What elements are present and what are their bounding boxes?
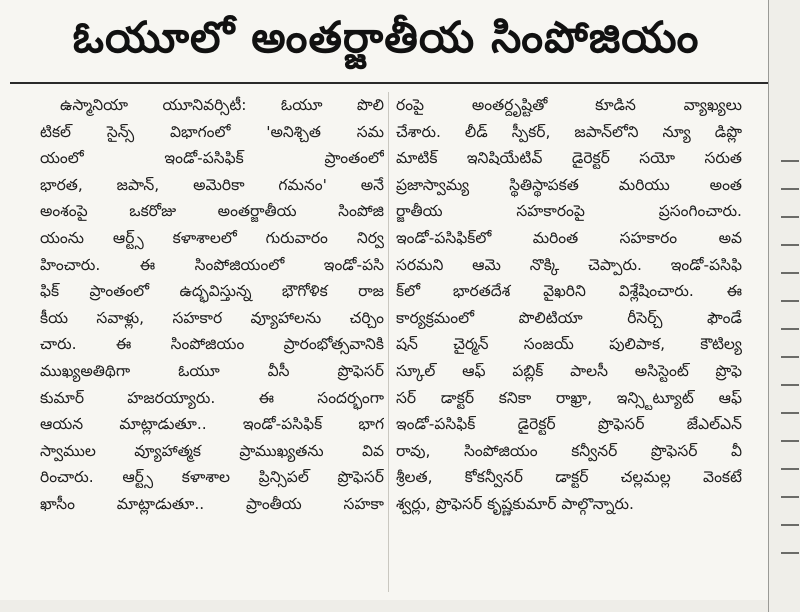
text-line: హించారు. ఈ సింపోజియంలో ఇండో-పసి <box>40 255 384 274</box>
text-line: స్వాముల వ్యూహాత్మక ప్రాముఖ్యతను వివ <box>40 441 384 460</box>
headline-rule <box>10 82 772 84</box>
edge-text-fragment <box>781 244 799 246</box>
edge-text-fragment <box>781 468 799 470</box>
edge-text-fragment <box>781 384 799 386</box>
text-line: ప్రజాస్వామ్య స్థితిస్థాపకత మరియు అంత <box>396 175 742 194</box>
text-line: కుమార్ హజరయ్యారు. ఈ సందర్భంగా <box>40 388 384 407</box>
edge-text-fragment <box>781 328 799 330</box>
text-line: అంశంపై ఒకరోజు అంతర్జాతీయ సింపోజి <box>40 202 384 221</box>
text-line: ఉస్మానియా యూనివర్సిటీ: ఓయూ పొలి <box>60 96 384 114</box>
edge-text-fragment <box>781 216 799 218</box>
edge-text-fragment <box>781 188 799 190</box>
article-column-right <box>396 92 742 602</box>
edge-text-fragment <box>781 524 799 526</box>
text-line: శ్వర్లు, ప్రొఫెసర్ కృష్ణకుమార్ పాల్గొన్నారు. <box>396 494 634 513</box>
text-line: సర్ డాక్టర్ కనికా రాఖ్రా, ఇన్స్టిట్యూట్ ఆఫ్ <box>396 388 742 407</box>
text-line: భారత, జపాన్, అమెరికా గమనం' అనే <box>40 175 384 194</box>
edge-text-fragment <box>781 356 799 358</box>
text-line: రంపై అంతర్దృష్టితో కూడిన వ్యాఖ్యలు <box>396 96 742 114</box>
text-line: ఆయన మాట్లాడుతూ.. ఇండో-పసిఫిక్ భాగ <box>40 415 384 434</box>
text-line: షన్ చైర్మన్ సంజయ్ పులిపాక, కౌటిల్య <box>396 335 742 354</box>
adjacent-column-edge <box>768 0 800 612</box>
edge-text-fragment <box>781 160 799 162</box>
text-line: రావు, సింపోజియం కన్వీనర్ ప్రొఫెసర్ వీ <box>396 441 742 460</box>
column-divider <box>388 92 389 592</box>
edge-text-fragment <box>781 300 799 302</box>
text-line: శ్రీలత, కోకన్వీనర్ డాక్టర్ చల్లమల్ల వెంకటే <box>396 468 742 487</box>
text-line: చారు. ఈ సింపోజియం ప్రారంభోత్సవానికి <box>40 335 384 354</box>
text-line: ముఖ్యఅతిథిగా ఓయూ వీసీ ప్రొఫెసర్ <box>40 361 384 380</box>
text-line: స్కూల్ ఆఫ్ పబ్లిక్ పాలసీ అసిస్టెంట్ ప్రొఫె <box>396 361 742 380</box>
text-line: రించారు. ఆర్ట్స్ కళాశాల ప్రిన్సిపల్ ప్రొఫెసర్ <box>40 468 384 487</box>
text-line: సరమని ఆమె నొక్కి చెప్పారు. ఇండో-పసిఫి <box>396 255 742 274</box>
text-line: మాటిక్ ఇనిషియేటివ్ డైరెక్టర్ సయో సరుత <box>396 149 742 168</box>
page-bottom-strip <box>0 600 768 612</box>
text-line: ఇండో-పసిఫిక్ డైరెక్టర్ ప్రొఫెసర్ జేఎల్ఎన్ <box>396 415 742 434</box>
article-headline: ఓయూలో అంతర్జాతీయ సింపోజియం <box>72 13 700 63</box>
edge-text-fragment <box>781 496 799 498</box>
text-line: క్‌లో భారతదేశ వైఖరిని విశ్లేషించారు. ఈ <box>396 282 742 301</box>
text-line: యంలో ఇండో-పసిఫిక్ ప్రాంతంలో <box>40 149 384 168</box>
text-line: ఫిక్ ప్రాంతంలో ఉద్భవిస్తున్న భౌగోళిక రాజ <box>40 282 384 301</box>
text-line: యంను ఆర్ట్స్ కళాశాలలో గురువారం నిర్వ <box>40 228 384 247</box>
text-line: ఖాసీం మాట్లాడుతూ.. ప్రాంతీయ సహకా <box>40 494 384 513</box>
edge-text-fragment <box>781 552 799 554</box>
text-line: ఇండో-పసిఫిక్‌లో మరింత సహకారం అవ <box>396 228 742 247</box>
edge-text-fragment <box>781 412 799 414</box>
text-line: టికల్ సైన్స్ విభాగంలో 'అనిశ్చిత సమ <box>40 122 384 141</box>
text-line: ర్జాతీయ సహకారంపై ప్రసంగించారు. <box>396 202 742 221</box>
text-line: కీయ సవాళ్లు, సహకార వ్యూహాలను చర్చిం <box>40 308 384 327</box>
edge-text-fragment <box>781 440 799 442</box>
article-column-left <box>40 92 384 602</box>
text-line: చేశారు. లీడ్ స్పీకర్, జపాన్‌లోని న్యూ డిప్లొ <box>396 122 742 141</box>
edge-text-fragment <box>781 272 799 274</box>
text-line: కార్యక్రమంలో పొలిటియా రీసెర్చ్ ఫౌండే <box>396 308 742 327</box>
